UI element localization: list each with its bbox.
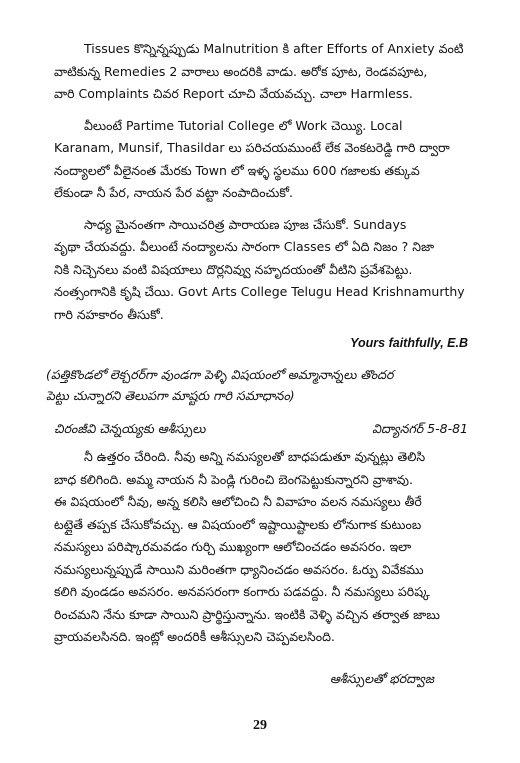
text-line: బాధ కలిగింది. అమ్మ నాయన నీ పెండ్లి గురించి బెంగపెట్టుకున్నారని వ్రాశావు. — [54, 471, 413, 487]
text-line: టట్లైతే తప్పక చేసుకోవచ్చు. ఆ విషయంలో ఇష్టాయిష్టాలకు లోనుగాక కుటుంబ — [54, 516, 422, 532]
text-line: లేకుండా నీ పేర, నాయన పేర వట్టా నంపాదించుకో. — [54, 185, 293, 200]
text-line: వారి Complaints చివర Report చూచి వేయవచ్చు. చాలా Harmless. — [54, 86, 413, 101]
closing-signature: ఆశీస్సులతో భరద్వాజ — [329, 670, 434, 686]
context-note — [46, 364, 498, 406]
note-line: పెట్టు చున్నారని తెలుపగా మాష్టరు గారి సమాధానం) — [46, 388, 295, 403]
paragraph-remedies — [54, 38, 498, 106]
text-line: నంద్యాలలో వీలైనంత మేరకు Town లో ఇళ్ళ స్థలము 600 గజాలకు తక్కువ — [54, 162, 420, 178]
paragraph-sai — [54, 214, 498, 327]
text-line: వ్రాయవలసినది. ఇంట్లో అందరికీ ఆశీస్సులని చెప్పవలసింది. — [54, 629, 335, 644]
text-line: Karanam, Munsif, Thasildar లు పరిచయముంటే లేక వెంకటరెడ్డి గారి ద్వారా — [54, 140, 450, 155]
text-line: నీ ఉత్తరం చేరింది. నీవు అన్ని నమస్యలతో బాధపడుతూ వున్నట్లు తెలిసి — [84, 449, 426, 464]
text-line: Tissues కొన్నిన్నప్పుడు Malnutrition కి after Efforts of Anxiety వంటి — [84, 41, 464, 56]
note-line: (పత్తికొండలో లెక్చరర్‌గా వుండగా పెళ్ళి విషయంలో అమ్మానాన్నలు తొందర — [46, 367, 394, 382]
signoff: Yours faithfully, E.B — [350, 336, 468, 350]
text-line: గారి నహకారం తీసుకో. — [54, 306, 164, 322]
text-line: నమస్యలున్నప్పుడే సాయిని మరింతగా ధ్యానించడం అవసరం. ఓర్పు వివేకము — [54, 561, 424, 577]
paragraph-work — [54, 115, 498, 205]
letter-header — [54, 418, 498, 440]
text-line: నంత్సంగానికి కృషి చేయి. Govt Arts College Telugu Head Krishnamurthy — [54, 284, 465, 299]
text-line: వీలుంటే Partime Tutorial College లో Work చెయ్యి. Local — [84, 117, 403, 133]
text-line: వృథా చేయవద్దు. వీలుంటే నంద్యాలను సారంగా Classes లో ఏది నిజం ? నిజా — [54, 239, 435, 254]
salutation: చిరంజీవి చెన్నయ్యకు ఆశీస్సులు — [54, 421, 206, 436]
page-number: 29 — [253, 718, 267, 733]
text-line: కలిగి వుండడం అవసరం. అనవసరంగా కంగారు పడవద్దు. నీ నమస్యలు పరిష్క — [54, 584, 430, 599]
text-line: రించమని నేను కూడా సాయిని ప్రార్థిస్తున్నాను. ఇంటికి వెళ్ళి వచ్చిన తర్వాత జాబు — [54, 606, 440, 622]
text-line: సాధ్య మైనంతగా సాయిచరిత్ర పారాయణ పూజ చేసుకో. Sundays — [84, 216, 407, 232]
letter-body — [54, 446, 498, 649]
text-line: నికి నిచ్చెనలు వంటి విషయాలు దొర్లనివ్వు నహృదయంతో వీటిని ప్రవేశపెట్టు. — [54, 261, 413, 277]
place-date: విద్యానగర్ 5-8-81 — [372, 421, 468, 436]
text-line: నమస్యలు పరిష్కారమవడం గుర్చి ముఖ్యంగా ఆలోచించడం అవసరం. ఇలా — [54, 539, 412, 554]
text-line: వాటికున్న Remedies 2 వారాలు అందరికి వాడు. అరోక పూట, రెండవపూట, — [54, 63, 428, 79]
text-line: ఈ విషయంలో నీవు, అన్న కలిసి ఆలోచించి నీ వివాహం వలన నమస్యలు తీరే — [54, 494, 422, 509]
